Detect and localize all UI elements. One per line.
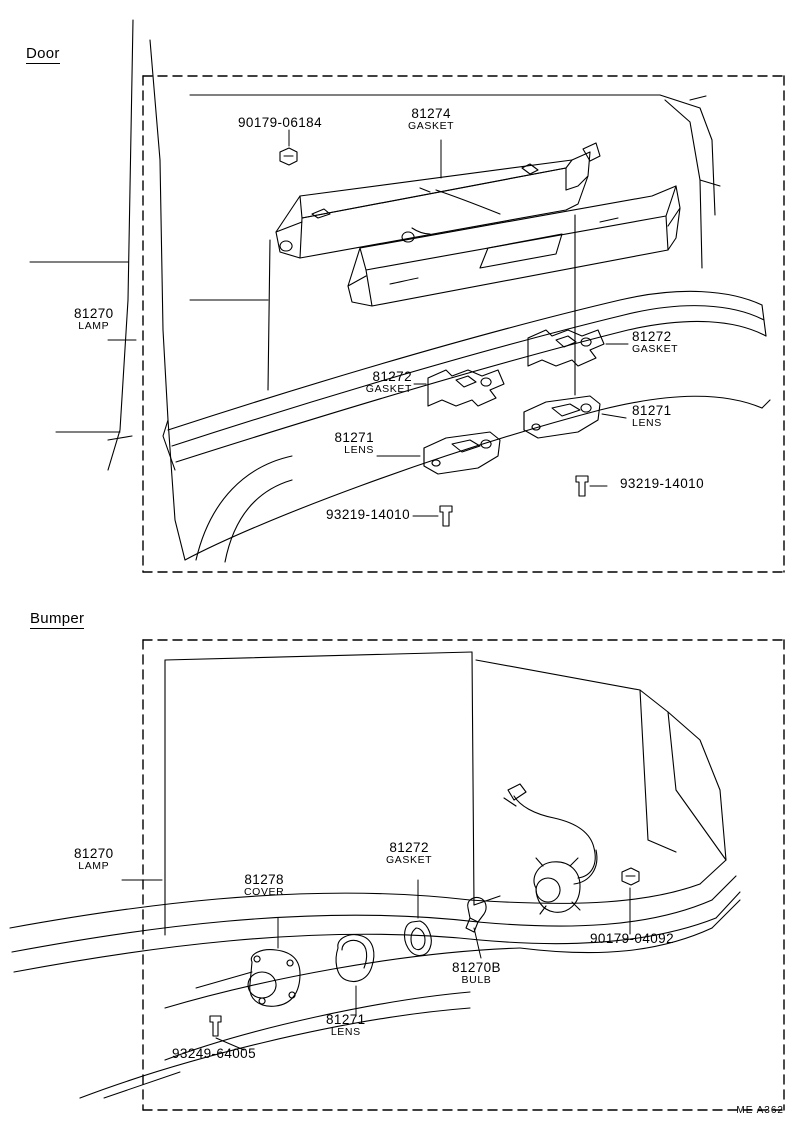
callout-90179-06184: 90179-06184 — [238, 115, 322, 130]
section-title-door: Door — [26, 45, 60, 62]
callout-93219-14010-right: 93219-14010 — [620, 476, 704, 491]
callout-81271-lens-bumper: 81271 LENS — [326, 1012, 366, 1038]
sheet-code: ME A362 — [736, 1105, 784, 1116]
callout-81272-gasket-left: 81272 GASKET — [365, 369, 412, 395]
callout-93249-64005: 93249-64005 — [172, 1046, 256, 1061]
callout-90179-04092: 90179-04092 — [590, 931, 674, 946]
section-title-bumper: Bumper — [30, 610, 85, 627]
callout-81274-gasket: 81274 GASKET — [408, 106, 455, 132]
callout-81272-gasket-right: 81272 GASKET — [632, 329, 679, 355]
callout-81271-lens-left: 81271 LENS — [334, 430, 374, 456]
callout-93219-14010-left: 93219-14010 — [326, 507, 410, 522]
callout-81272-gasket-bumper: 81272 GASKET — [386, 840, 433, 866]
callout-81270B-bulb: 81270B BULB — [452, 960, 501, 986]
callout-81271-lens-right: 81271 LENS — [632, 403, 672, 429]
callout-81278-cover: 81278 COVER — [244, 872, 285, 898]
callout-81270-lamp-door: 81270 LAMP — [74, 306, 114, 332]
callout-81270-lamp-bumper: 81270 LAMP — [74, 846, 114, 872]
